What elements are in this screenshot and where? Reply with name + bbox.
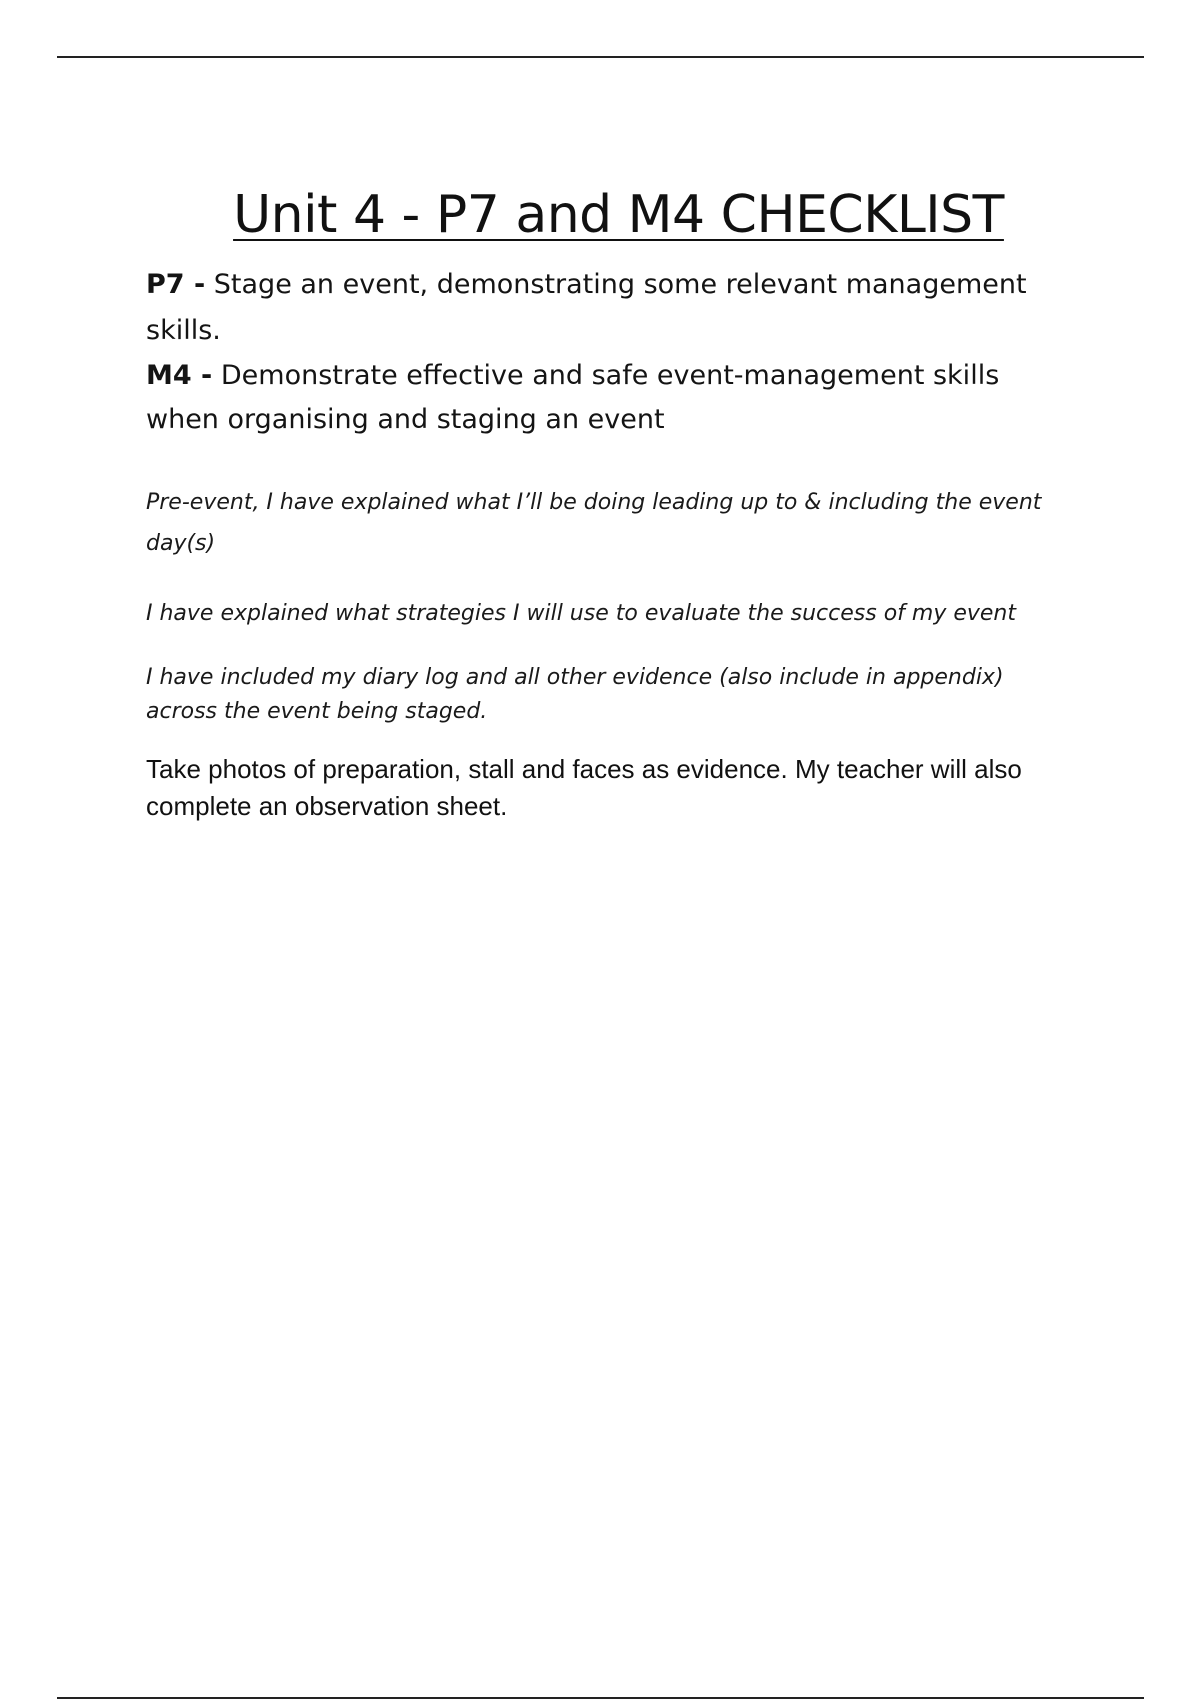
header-rule [57, 56, 1144, 58]
footer-rule [57, 1697, 1144, 1699]
checklist-item: Pre-event, I have explained what I’ll be doing leading up to & including the event day(s) [146, 490, 1042, 556]
criterion-code: M4 - [146, 360, 213, 391]
criterion-m4 [146, 354, 1076, 442]
criterion-text: Stage an event, demonstrating some relevant management skills. [146, 269, 1027, 346]
criterion-text: Demonstrate effective and safe event-management skills when organising and staging an event [146, 360, 1000, 435]
checklist-item: I have explained what strategies I will use to evaluate the success of my event [146, 601, 1016, 626]
checklist-item: I have included my diary log and all other evidence (also include in appendix) across the event being staged. [146, 665, 1004, 724]
criterion-p7 [146, 262, 1076, 354]
page-title [0, 185, 1200, 245]
document-body [146, 262, 1076, 825]
page-title-text: Unit 4 - P7 and M4 CHECKLIST [233, 184, 1004, 245]
criterion-code: P7 - [146, 269, 206, 300]
evidence-note: Take photos of preparation, stall and faces as evidence. My teacher will also complete an observation sheet. [146, 754, 1022, 821]
